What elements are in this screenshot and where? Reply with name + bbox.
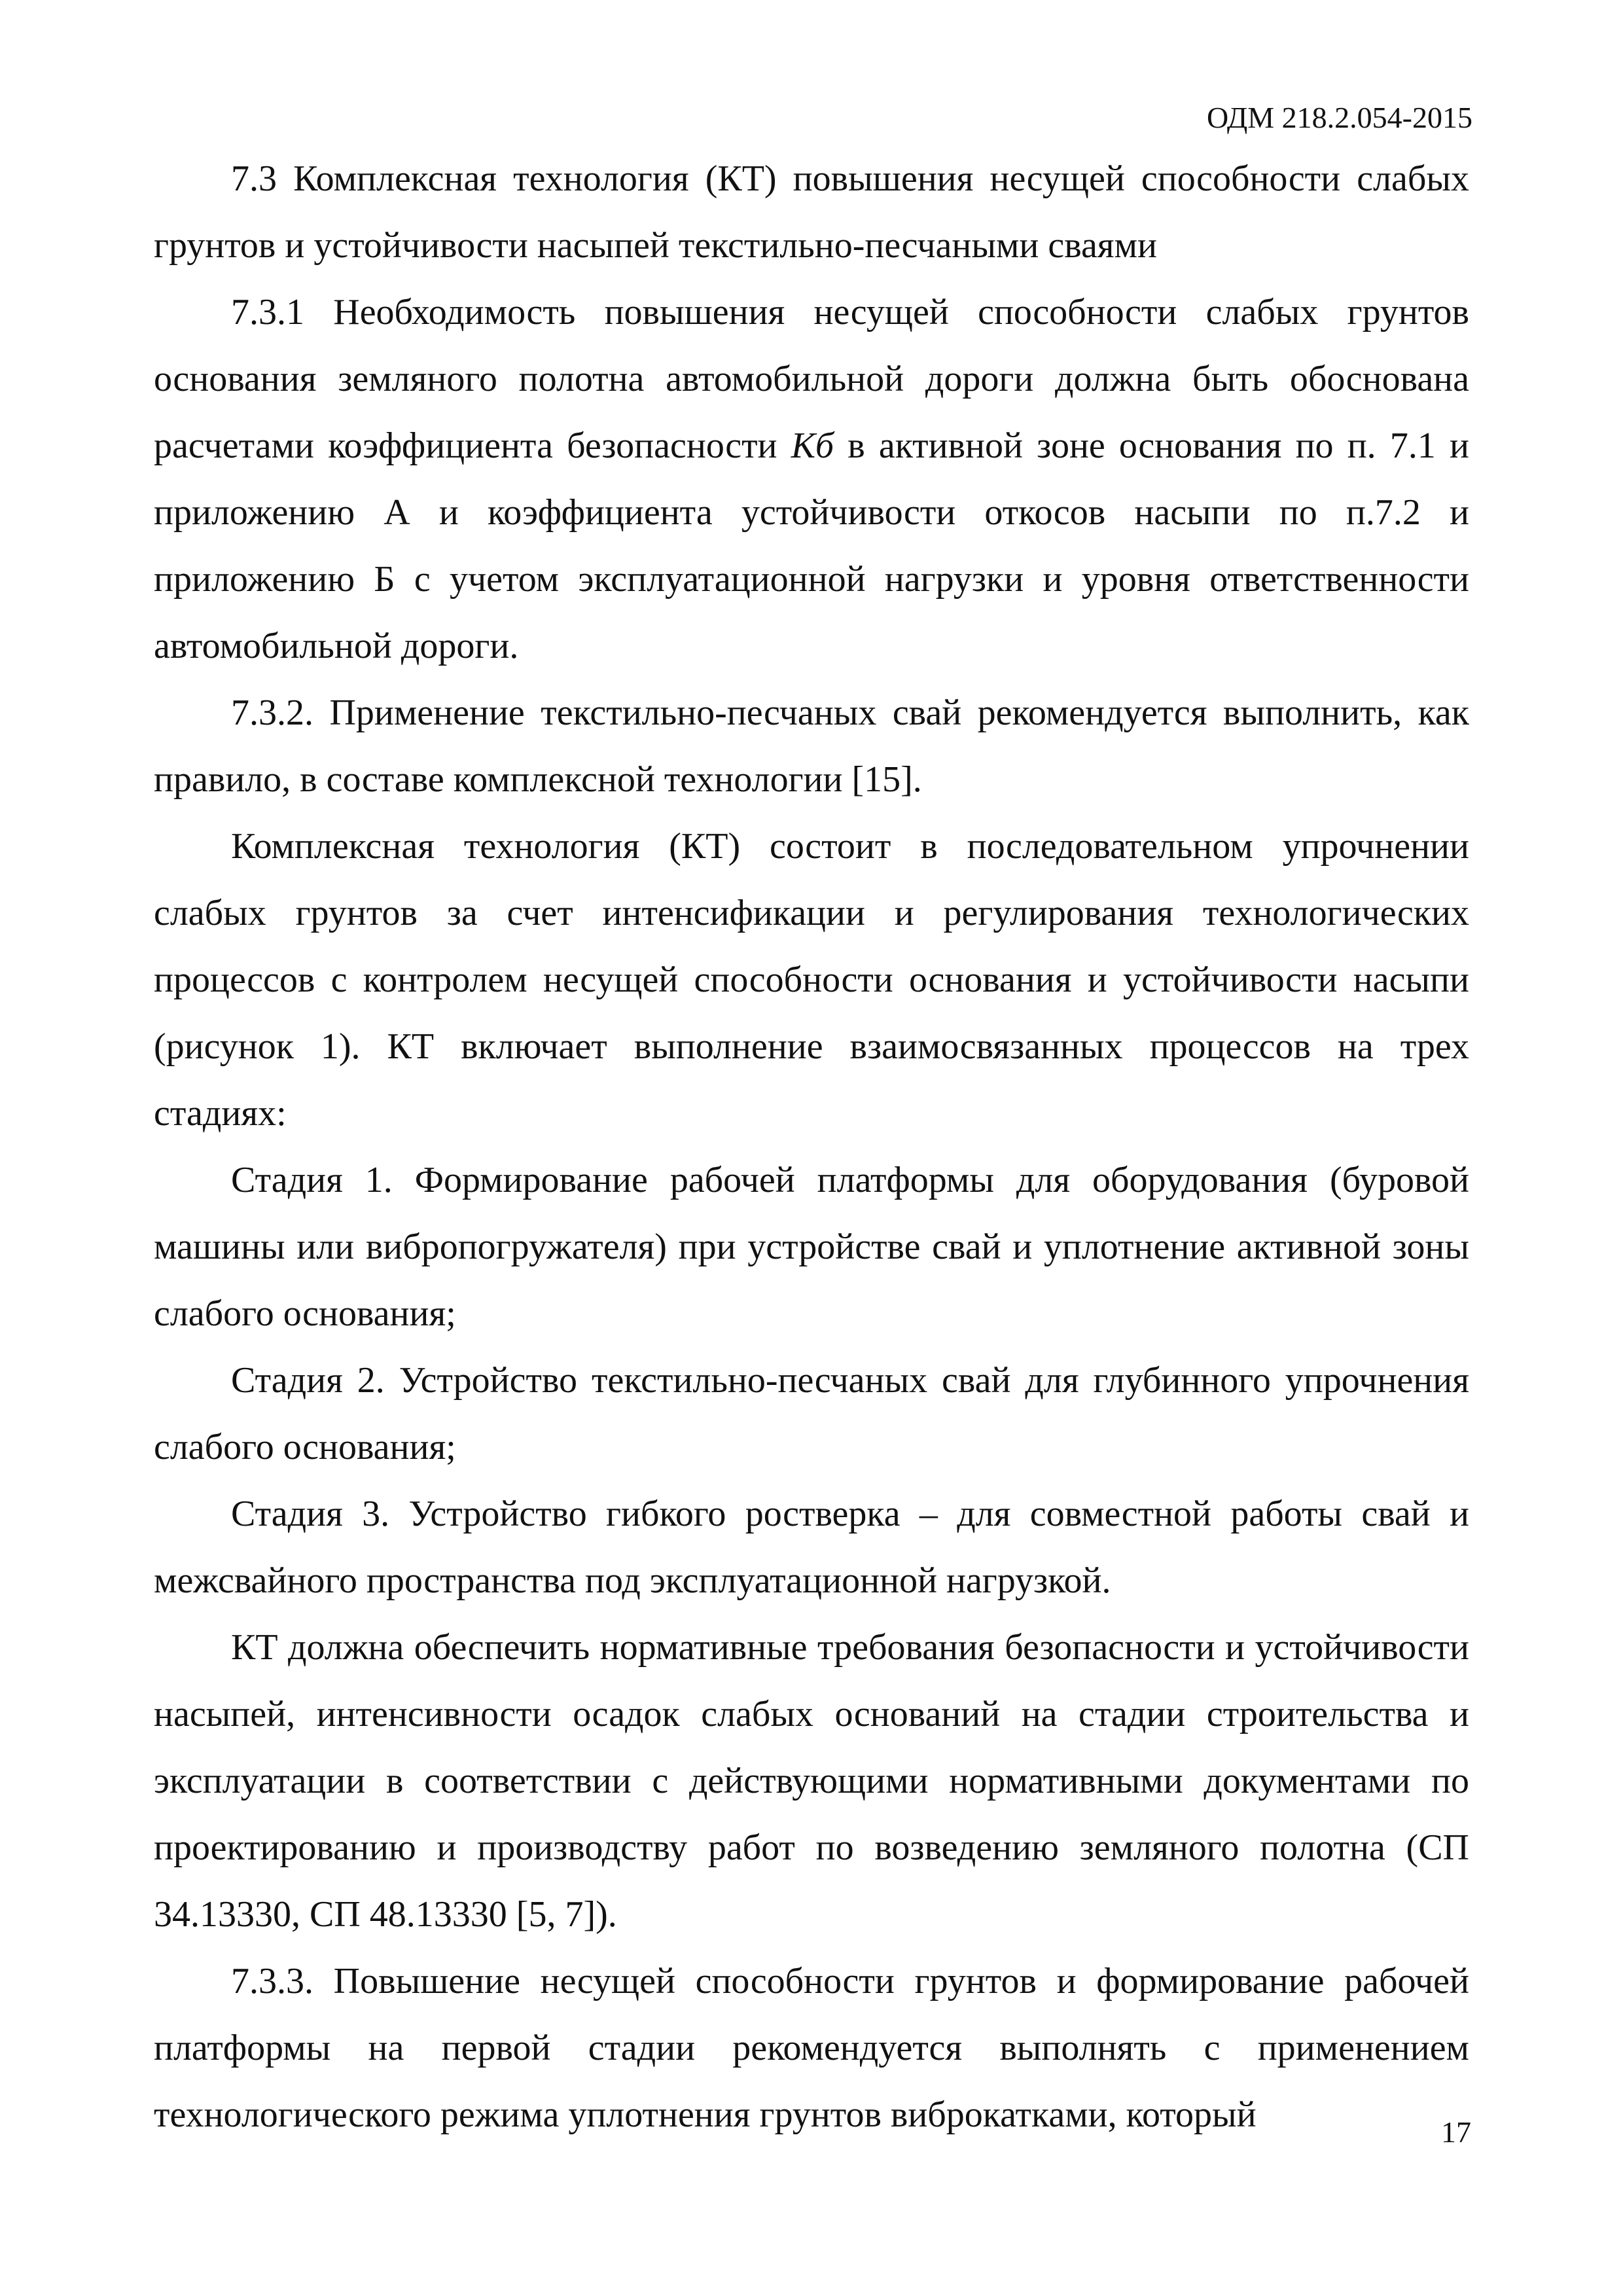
paragraph-stage-2: Стадия 2. Устройство текстильно-песчаных свай для глубинного упрочнения слабого основания; bbox=[154, 1360, 1469, 1467]
page-number: 17 bbox=[1441, 2115, 1471, 2149]
paragraph-7-3-1-text-end: в активной зоне основания по п. 7.1 и приложению А и коэффициента устойчивости откосов насыпи по п.7.2 и приложению Б с учетом эксплуатационной нагрузки и уровня ответственности автомобильной дороги. bbox=[154, 425, 1469, 666]
section-7-3-heading: 7.3 Комплексная технология (КТ) повышения несущей способности слабых грунтов и устойчивости насыпей текстильно-песчаными сваями bbox=[154, 158, 1469, 266]
safety-coefficient-symbol: Кб bbox=[791, 425, 834, 466]
paragraph-7-3-3: 7.3.3. Повышение несущей способности грунтов и формирование рабочей платформы на первой стадии рекомендуется выполнять с применением технологического режима уплотнения грунтов виброкатками, который bbox=[154, 1961, 1469, 2135]
document-body bbox=[154, 145, 1469, 2148]
paragraph-7-3-1 bbox=[154, 279, 1469, 679]
paragraph-stage-1: Стадия 1. Формирование рабочей платформы для оборудования (буровой машины или вибропогружателя) при устройстве свай и уплотнение активной зоны слабого основания; bbox=[154, 1160, 1469, 1334]
paragraph-complex-technology: Комплексная технология (КТ) состоит в последовательном упрочнении слабых грунтов за счет интенсификации и регулирования технологических процессов с контролем несущей способности основания и устойчивости насыпи (рисунок 1). КТ включает выполнение взаимосвязанных процессов на трех стадиях: bbox=[154, 826, 1469, 1134]
paragraph-kt-requirements: КТ должна обеспечить нормативные требования безопасности и устойчивости насыпей, интенсивности осадок слабых оснований на стадии строительства и эксплуатации в соответствии с действующими нормативными документами по проектированию и производству работ по возведению земляного полотна (СП 34.13330, СП 48.13330 [5, 7]). bbox=[154, 1627, 1469, 1935]
paragraph-7-3-2: 7.3.2. Применение текстильно-песчаных свай рекомендуется выполнить, как правило, в составе комплексной технологии [15]. bbox=[154, 692, 1469, 800]
paragraph-7-3-1-text-start: 7.3.1 Необходимость повышения несущей способности слабых грунтов основания земляного полотна автомобильной дороги должна быть обоснована расчетами коэффициента безопасности bbox=[154, 292, 1469, 466]
document-code: ОДМ 218.2.054-2015 bbox=[1206, 101, 1472, 134]
paragraph-stage-3: Стадия 3. Устройство гибкого ростверка – для совместной работы свай и межсвайного пространства под эксплуатационной нагрузкой. bbox=[154, 1494, 1469, 1601]
